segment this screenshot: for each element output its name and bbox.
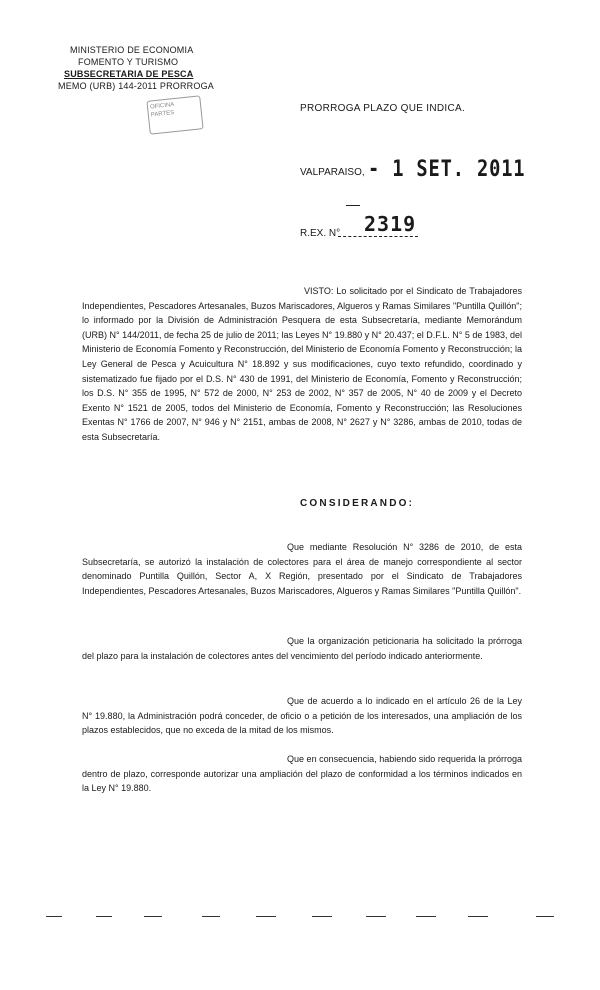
rex-label: R.EX. N°	[300, 228, 341, 239]
date-stamp: - 1 SET. 2011	[368, 157, 526, 182]
reception-stamp	[146, 95, 203, 134]
considerando-3-text: Que de acuerdo a lo indicado en el artículo 26 de la Ley N° 19.880, la Administración podrá conceder, de oficio o a petición de los interesados, una ampliación de los plazos establecidos, que no exceda de la mitad de los mismos.	[82, 696, 522, 736]
footer-dash	[256, 916, 276, 917]
considerando-4-text: Que en consecuencia, habiendo sido requerida la prórroga dentro de plazo, corresponde autorizar una ampliación del plazo de conformidad a los términos indicados en la Ley N° 19.880.	[82, 754, 522, 794]
footer-dash	[468, 916, 488, 917]
considerando-2-text: Que la organización peticionaria ha solicitado la prórroga del plazo para la instalación de colectores antes del vencimiento del período indicado anteriormente.	[82, 636, 522, 661]
ministry-subname: FOMENTO Y TURISMO	[78, 57, 179, 67]
ministry-name: MINISTERIO DE ECONOMIA	[70, 45, 194, 55]
rex-number: 2319	[364, 212, 417, 236]
document-title: PRORROGA PLAZO QUE INDICA.	[300, 103, 466, 114]
footer-dash	[416, 916, 436, 917]
footer-dash	[366, 916, 386, 917]
footer-dash	[536, 916, 554, 917]
footer-dash	[202, 916, 220, 917]
stamp-line-2: PARTES	[150, 110, 175, 119]
considerando-4	[82, 752, 522, 796]
place-label: VALPARAISO,	[300, 167, 365, 178]
footer-dash	[144, 916, 162, 917]
visto-text: Lo solicitado por el Sindicato de Trabajadores Independientes, Pescadores Artesanales, Buzos Mariscadores, Algueros y Ramas Similares "Puntilla Quillón"; lo informado por la División de Administración Pesquera de esta Subsecretaría, mediante Memorándum (URB) N° 144/2011, de fecha 25 de julio de 2011; las Leyes N° 19.880 y N° 20.437; el D.F.L. N° 5 de 1983, del Ministerio de Economía Fomento y Reconstrucción, del Ministerio de Economía Fomento y Reconstrucción; la Ley General de Pesca y Acuicultura N° 18.892 y sus modificaciones, cuyo texto refundido, coordinado y sistematizado fue fijado por el D.S. N° 430 de 1991, del Ministerio de Economía, Fomento y Reconstrucción; los D.S. N° 355 de 1995, N° 572 de 2000, N° 253 de 2002, N° 357 de 2005, N° 40 de 2009 y el Decreto Exento N° 1521 de 2005, todos del Ministerio de Economía, Fomento y Reconstrucción; las Resoluciones Exentas N° 1766 de 2007, N° 946 y N° 2151, ambas de 2008, N° 2627 y N° 3286, ambas de 2010, todas de esta Subsecretaría.	[82, 286, 522, 442]
stamp-line-1: OFICINA	[149, 102, 175, 111]
considerando-2	[82, 634, 522, 663]
considerando-3	[82, 694, 522, 738]
considerando-1	[82, 540, 522, 598]
footer-dash	[46, 916, 62, 917]
footer-dash	[96, 916, 112, 917]
footer-dash	[312, 916, 332, 917]
considerando-1-text: Que mediante Resolución N° 3286 de 2010, de esta Subsecretaría, se autorizó la instalación de colectores para el área de manejo correspondiente al sector denominado Puntilla Quillón, Sector A, X Región, presentado por el Sindicato de Trabajadores Independientes, Pescadores Artesanales, Buzos Mariscadores, Algueros y Ramas Similares "Puntilla Quillón".	[82, 542, 522, 596]
rex-underline	[338, 236, 418, 237]
subsecretaria-name: SUBSECRETARIA DE PESCA	[64, 69, 194, 79]
considerando-heading: CONSIDERANDO:	[300, 498, 415, 509]
visto-lead: VISTO:	[304, 286, 334, 296]
rex-dash-mark	[346, 205, 360, 206]
memo-reference: MEMO (URB) 144-2011 PRORROGA	[58, 81, 214, 91]
letterhead	[40, 44, 214, 92]
visto-paragraph	[82, 284, 522, 445]
